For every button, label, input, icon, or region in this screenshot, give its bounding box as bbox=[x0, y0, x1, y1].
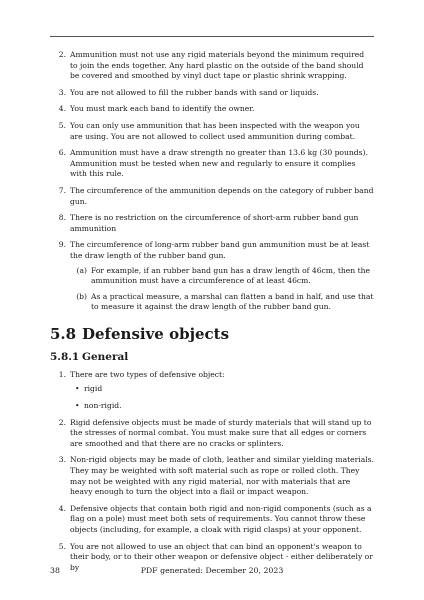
item-text: You can only use ammunition that has been inspected with the weapon you are using. You are not allowed to collect used ammunition during combat. bbox=[70, 120, 360, 141]
item-number: 7. bbox=[58, 185, 66, 195]
item-number: 1. bbox=[58, 369, 66, 379]
bullet-text: rigid bbox=[84, 384, 103, 394]
item-number: 4. bbox=[58, 104, 66, 114]
bullet-icon: • bbox=[75, 401, 80, 411]
sub-list-item bbox=[70, 292, 374, 313]
list-item bbox=[50, 213, 374, 234]
item-text: You are not allowed to fill the rubber bands with sand or liquids. bbox=[70, 87, 319, 97]
item-text: Ammunition must have a draw strength no greater than 13.6 kg (30 pounds). Ammunition must be tested when new and regularly to ensure it complies with this rule. bbox=[70, 148, 368, 179]
list-item bbox=[50, 88, 374, 99]
list-item bbox=[50, 370, 374, 412]
header-rule bbox=[50, 36, 374, 37]
item-text: The circumference of long-arm rubber band gun ammunition must be at least the draw length of the rubber band gun. bbox=[70, 240, 370, 260]
item-text: There are two types of defensive object: bbox=[70, 369, 225, 379]
section-number: 5.8 bbox=[50, 324, 77, 343]
subsection-title: General bbox=[82, 350, 129, 363]
page-content bbox=[50, 50, 374, 579]
list-item bbox=[50, 121, 374, 142]
item-number: 4. bbox=[58, 503, 66, 513]
sub-item-label: (a) bbox=[76, 265, 87, 275]
page-number: 38 bbox=[50, 566, 60, 575]
list-item bbox=[50, 240, 374, 313]
subsection-heading bbox=[50, 351, 374, 364]
bullet-item bbox=[70, 384, 374, 395]
section-heading bbox=[50, 325, 374, 343]
item-number: 5. bbox=[58, 541, 66, 551]
item-number: 3. bbox=[58, 87, 66, 97]
item-text: Defensive objects that contain both rigid and non-rigid components (such as a flag on a pole) must meet both sets of requirements. You cannot throw these objects (including, for example, a cloak with rigid clasps) at your opponent. bbox=[70, 503, 372, 534]
item-number: 8. bbox=[58, 213, 66, 223]
sub-item-text: For example, if an rubber band gun has a draw length of 46cm, then the ammunition must have a circumference of at least 46cm. bbox=[91, 265, 371, 286]
list-item bbox=[50, 455, 374, 497]
item-text: You must mark each band to identify the owner. bbox=[70, 104, 255, 114]
sub-item-text: As a practical measure, a marshal can flatten a band in half, and use that to measure it against the draw length of the rubber band gun. bbox=[91, 291, 374, 312]
subsection-number: 5.8.1 bbox=[50, 350, 80, 363]
ammunition-rules-list bbox=[50, 50, 374, 313]
list-item bbox=[50, 504, 374, 536]
bullet-item bbox=[70, 401, 374, 412]
item-number: 3. bbox=[58, 455, 66, 465]
list-item bbox=[50, 418, 374, 450]
item-text: The circumference of the ammunition depends on the category of rubber band gun. bbox=[70, 185, 374, 206]
item-text: Non-rigid objects may be made of cloth, leather and similar yielding materials. They may be weighted with soft material such as rope or rolled cloth. They may not be weighted with any rigid material, nor with materials that are heavy enough to turn the object into a flail or impact weapon. bbox=[70, 455, 374, 497]
generated-date: PDF generated: December 20, 2023 bbox=[140, 566, 284, 575]
item-text: Ammunition must not use any rigid materials beyond the minimum required to join the ends together. Any hard plastic on the outside of the band should be covered and smoothed by vinyl duct tape or plastic shrink wrapping. bbox=[70, 50, 365, 81]
list-item bbox=[50, 148, 374, 180]
bullet-text: non-rigid. bbox=[84, 401, 122, 411]
item-text: You are not allowed to use an object that can bind an opponent's weapon to their body, or to their other weapon or defensive object - either deliberately or by bbox=[70, 541, 373, 572]
list-item bbox=[50, 50, 374, 82]
item-number: 9. bbox=[58, 240, 66, 250]
sub-list-item bbox=[70, 266, 374, 287]
bullet-list bbox=[70, 384, 374, 411]
sub-list bbox=[70, 266, 374, 313]
bullet-icon: • bbox=[75, 384, 80, 394]
defensive-objects-list bbox=[50, 370, 374, 574]
item-text: Rigid defensive objects must be made of sturdy materials that will stand up to the stresses of normal combat. You must make sure that all edges or corners are smoothed and that there are no cracks or splinters. bbox=[70, 417, 372, 448]
item-number: 2. bbox=[58, 50, 66, 59]
section-title: Defensive objects bbox=[82, 324, 230, 343]
item-number: 6. bbox=[58, 148, 66, 158]
sub-item-label: (b) bbox=[76, 291, 87, 301]
item-number: 5. bbox=[58, 120, 66, 130]
list-item bbox=[50, 104, 374, 115]
item-text: There is no restriction on the circumference of short-arm rubber band gun ammunition bbox=[70, 213, 359, 233]
item-number: 2. bbox=[58, 417, 66, 427]
list-item bbox=[50, 186, 374, 207]
